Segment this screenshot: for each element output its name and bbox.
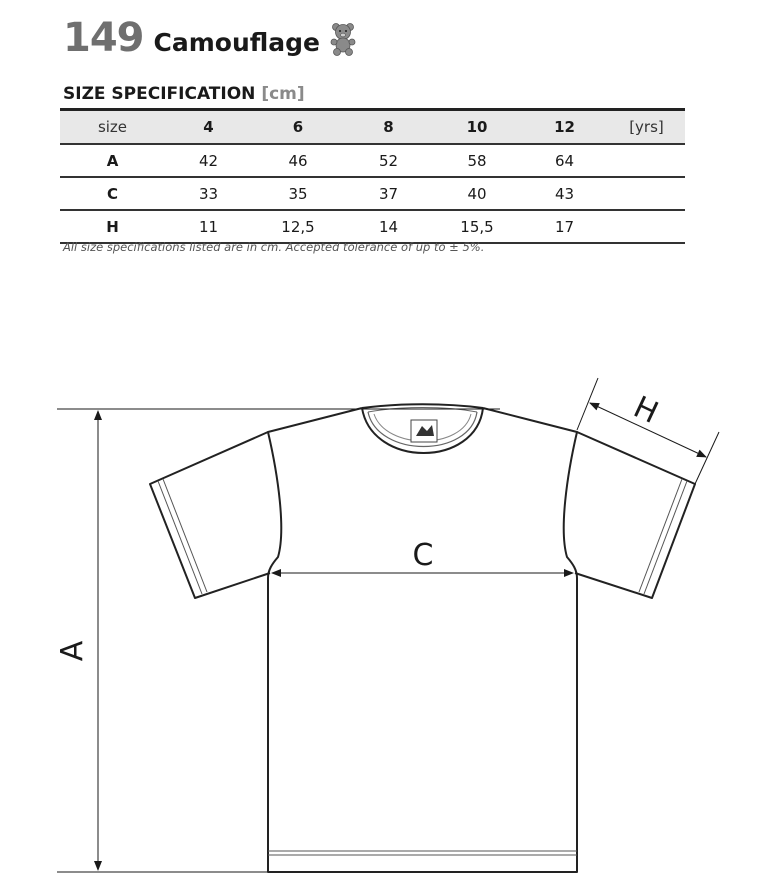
sleeve-hems — [158, 479, 687, 594]
table-cell: 40 — [433, 177, 521, 210]
row-label: C — [60, 177, 165, 210]
product-code: 149 — [63, 15, 144, 61]
tshirt-outline — [150, 408, 695, 872]
table-cell: 58 — [433, 144, 521, 177]
dimension-a — [57, 409, 500, 872]
header-size-12: 12 — [521, 110, 608, 145]
table-cell: 17 — [521, 210, 608, 243]
header-size-8: 8 — [344, 110, 433, 145]
header-size-10: 10 — [433, 110, 521, 145]
table-cell: 35 — [252, 177, 344, 210]
bottom-hem — [268, 851, 577, 855]
table-cell: 12,5 — [252, 210, 344, 243]
dimension-c-label: C — [412, 538, 434, 573]
table-cell: 14 — [344, 210, 433, 243]
table-cell: 46 — [252, 144, 344, 177]
table-cell: 52 — [344, 144, 433, 177]
spec-heading-text: SIZE SPECIFICATION — [63, 84, 256, 104]
table-cell: 11 — [165, 210, 252, 243]
header-size-6: 6 — [252, 110, 344, 145]
header-size-label: size — [60, 110, 165, 145]
header-size-4: 4 — [165, 110, 252, 145]
table-cell: 33 — [165, 177, 252, 210]
table-cell: 37 — [344, 177, 433, 210]
spec-heading-unit: [cm] — [261, 84, 305, 104]
dimension-h-label: H — [628, 389, 664, 432]
dimension-a-label: A — [55, 640, 90, 662]
header-unit-yrs: [yrs] — [608, 110, 685, 145]
table-cell: 42 — [165, 144, 252, 177]
neck-label-icon — [411, 420, 437, 442]
table-cell: 43 — [521, 177, 608, 210]
tolerance-note: All size specifications listed are in cm. Accepted tolerance of up to ± 5%. — [63, 240, 485, 254]
table-cell: 15,5 — [433, 210, 521, 243]
row-label: A — [60, 144, 165, 177]
row-label: H — [60, 210, 165, 243]
product-name: Camouflage — [153, 28, 320, 57]
table-cell: 64 — [521, 144, 608, 177]
